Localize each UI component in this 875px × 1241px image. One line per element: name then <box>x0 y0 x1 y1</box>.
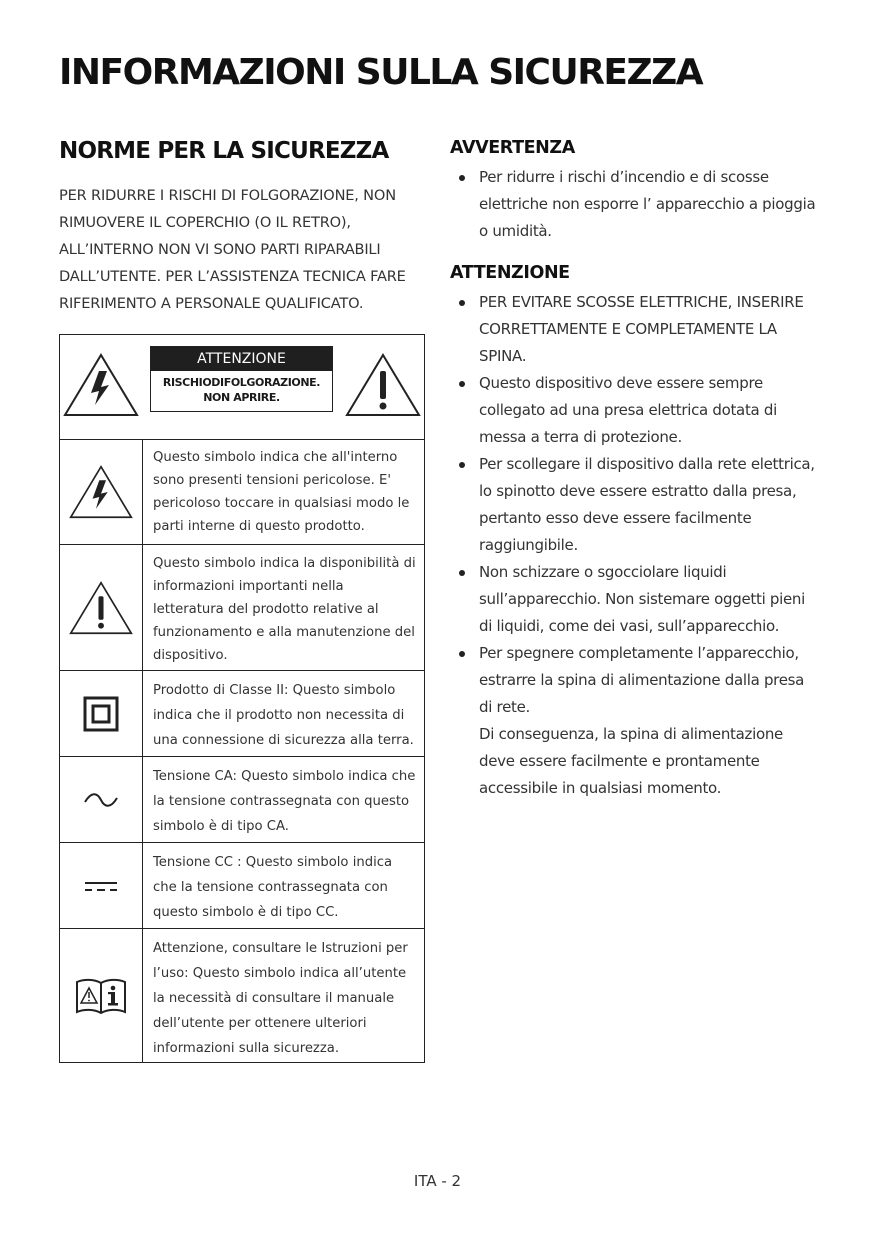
list-item: Per ridurre i rischi d’incendio e di scosse elettriche non esporre l’ apparecchio a pioggia o umidità. <box>450 164 820 245</box>
bullet-icon <box>459 651 465 657</box>
symbol-row <box>60 671 424 757</box>
warning-label-cell <box>60 335 424 440</box>
avvertenza-heading: AVVERTENZA <box>450 138 575 158</box>
symbol-row <box>60 843 424 929</box>
avvertenza-list <box>450 164 820 245</box>
page-title: INFORMAZIONI SULLA SICUREZZA <box>59 52 703 93</box>
warning-label-text <box>151 375 332 405</box>
symbol-description: Questo simbolo indica la disponibilità di informazioni importanti nella letteratura del prodotto relative al funzionamento e alla manutenzione del dispositivo. <box>153 556 416 663</box>
bullet-icon <box>459 570 465 576</box>
page-number: ITA - 2 <box>413 1172 462 1190</box>
symbol-table <box>59 334 425 1063</box>
symbol-description: Prodotto di Classe II: Questo simbolo indica che il prodotto non necessita di una connessione di sicurezza alla terra. <box>153 683 414 748</box>
section-title: NORME PER LA SICUREZZA <box>59 138 389 164</box>
list-item: Questo dispositivo deve essere sempre collegato ad una presa elettrica dotata di messa a terra di protezione. <box>450 370 820 451</box>
dc-voltage-icon <box>83 879 119 893</box>
symbol-description: Tensione CA: Questo simbolo indica che la tensione contrassegnata con questo simbolo è di tipo CA. <box>153 769 416 834</box>
bullet-icon <box>459 381 465 387</box>
warnings-column <box>450 138 820 802</box>
bullet-icon <box>459 175 465 181</box>
safety-rules-section <box>59 138 425 317</box>
symbol-description: Tensione CC : Questo simbolo indica che la tensione contrassegnata con questo simbolo è di tipo CC. <box>153 855 393 920</box>
symbol-row <box>60 757 424 843</box>
warning-label-head: ATTENZIONE <box>151 347 332 371</box>
warning-label-line2: NON APRIRE. <box>203 391 280 404</box>
symbol-description: Questo simbolo indica che all'interno sono presenti tensioni pericolose. E' pericoloso toccare in qualsiasi modo le parti interne di questo prodotto. <box>153 450 410 534</box>
list-item: PER EVITARE SCOSSE ELETTRICHE, INSERIRE CORRETTAMENTE E COMPLETAMENTE LA SPINA. <box>450 289 820 370</box>
list-item-continuation: Di conseguenza, la spina di alimentazione deve essere facilmente e prontamente accessibile in qualsiasi momento. <box>479 725 783 797</box>
warning-label-line1: RISCHIODIFOLGORAZIONE. <box>162 376 321 389</box>
exclamation-triangle-icon <box>345 353 421 417</box>
attenzione-list <box>450 289 820 802</box>
list-item: Per spegnere completamente l’apparecchio, estrarre la spina di alimentazione dalla presa di rete. Di conseguenza, la spina di alimentazione deve essere facilmente e prontamente accessibile in qualsiasi momento. <box>450 640 820 802</box>
manual-info-icon <box>74 977 128 1015</box>
symbol-row <box>60 929 424 1062</box>
attenzione-heading: ATTENZIONE <box>450 263 570 283</box>
list-item: Per scollegare il dispositivo dalla rete elettrica, lo spinotto deve essere estratto dalla presa, pertanto esso deve essere facilmente raggiungibile. <box>450 451 820 559</box>
lightning-triangle-icon <box>63 353 139 417</box>
safety-intro: PER RIDURRE I RISCHI DI FOLGORAZIONE, NON RIMUOVERE IL COPERCHIO (O IL RETRO), ALL’INTERNO NON VI SONO PARTI RIPARABILI DALL’UTENTE. PER L’ASSISTENZA TECNICA FARE RIFERIMENTO A PERSONALE QUALIFICATO. <box>59 187 406 312</box>
exclamation-triangle-icon <box>69 580 133 636</box>
symbol-row <box>60 439 424 545</box>
bullet-icon <box>459 300 465 306</box>
warning-label <box>150 346 333 412</box>
bullet-icon <box>459 462 465 468</box>
list-item: Non schizzare o sgocciolare liquidi sull’apparecchio. Non sistemare oggetti pieni di liquidi, come dei vasi, sull’apparecchio. <box>450 559 820 640</box>
symbol-row <box>60 545 424 671</box>
ac-voltage-icon <box>83 792 119 808</box>
class-ii-icon <box>83 696 119 732</box>
symbol-description: Attenzione, consultare le Istruzioni per l’uso: Questo simbolo indica all’utente la necessità di consultare il manuale dell’utente per ottenere ulteriori informazioni sulla sicurezza. <box>153 941 408 1056</box>
lightning-triangle-icon <box>69 464 133 520</box>
